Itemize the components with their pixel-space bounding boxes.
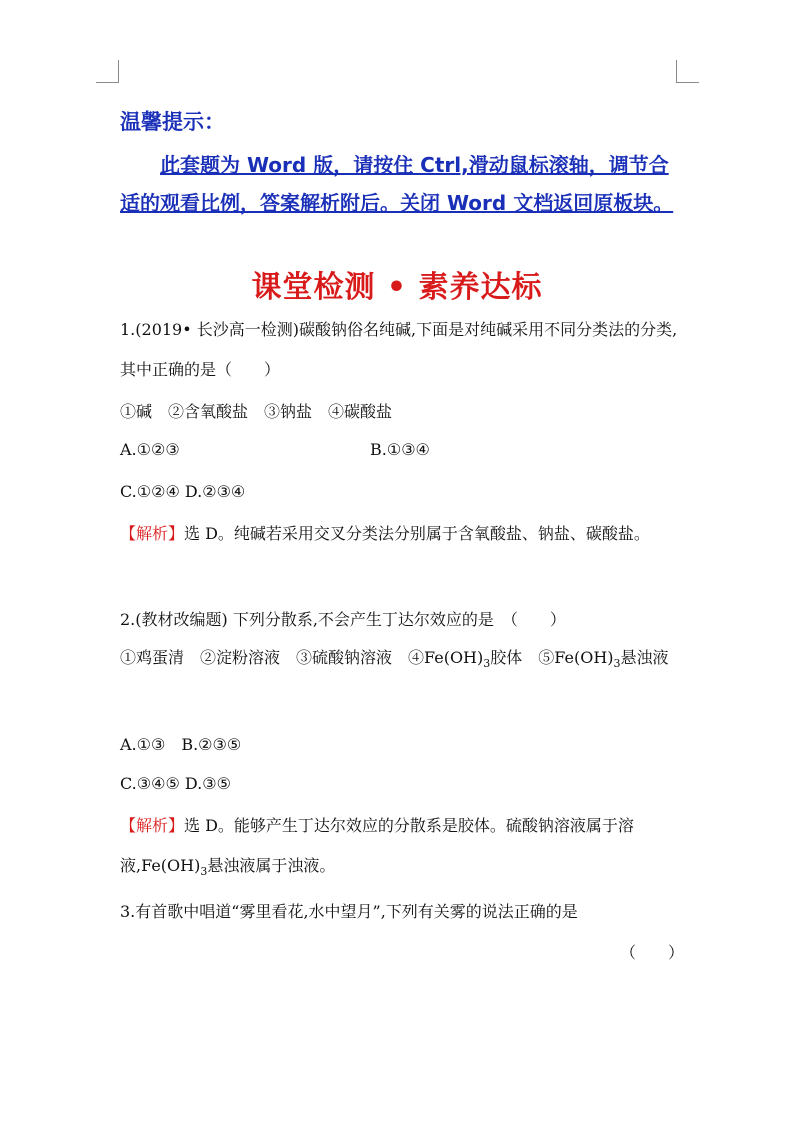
tip-body: 此套题为 Word 版，请按住 Ctrl,滑动鼠标滚轴，调节合适的观看比例，答案解析附后。关闭 Word 文档返回原板块。 bbox=[120, 153, 674, 215]
question-1-option-b: B.①③④ bbox=[370, 440, 430, 459]
question-2-items: ①鸡蛋清 ②淀粉溶液 ③硫酸钠溶液 $④Fe(OH)_3$胶体 $⑤Fe(OH)_3$悬浊液 bbox=[120, 648, 669, 671]
question-2-stem: 2.(教材改编题) 下列分散系,不会产生丁达尔效应的是 （ ） bbox=[120, 610, 566, 629]
question-3-blank: （ ） bbox=[620, 943, 685, 962]
crop-mark-top-right bbox=[676, 60, 699, 83]
question-1-analysis bbox=[120, 514, 680, 554]
question-2-options-ab: A.①③ B.②③⑤ bbox=[120, 735, 242, 754]
analysis-tag: 【解析】 bbox=[120, 816, 185, 835]
analysis-text: 选 D。纯碱若采用交叉分类法分别属于含氧酸盐、钠盐、碳酸盐。 bbox=[184, 524, 650, 543]
question-1-option-a: A.①②③ bbox=[120, 440, 180, 459]
question-1-items: ①碱 ②含氧酸盐 ③钠盐 ④碳酸盐 bbox=[120, 402, 393, 421]
question-1-option-cd: C.①②④ D.②③④ bbox=[120, 482, 246, 501]
question-2-options-cd: C.③④⑤ D.③⑤ bbox=[120, 774, 231, 793]
question-2-analysis: 【解析】选 D。能够产生丁达尔效应的分散系是胶体。硫酸钠溶液属于溶液$,Fe(OH)_3$悬浊液属于浊液。 bbox=[120, 816, 634, 879]
section-title: 课堂检测 • 素养达标 bbox=[251, 270, 543, 305]
tip-heading: 温馨提示： bbox=[120, 110, 225, 134]
crop-mark-top-left bbox=[96, 60, 119, 83]
question-3-stem: 3.有首歌中唱道“雾里看花,水中望月”,下列有关雾的说法正确的是 bbox=[120, 902, 578, 921]
question-1-stem: 1.(2019• 长沙高一检测)碳酸钠俗名纯碱,下面是对纯碱采用不同分类法的分类,其中正确的是（ ） bbox=[120, 320, 678, 379]
analysis-tag: 【解析】 bbox=[120, 524, 185, 543]
